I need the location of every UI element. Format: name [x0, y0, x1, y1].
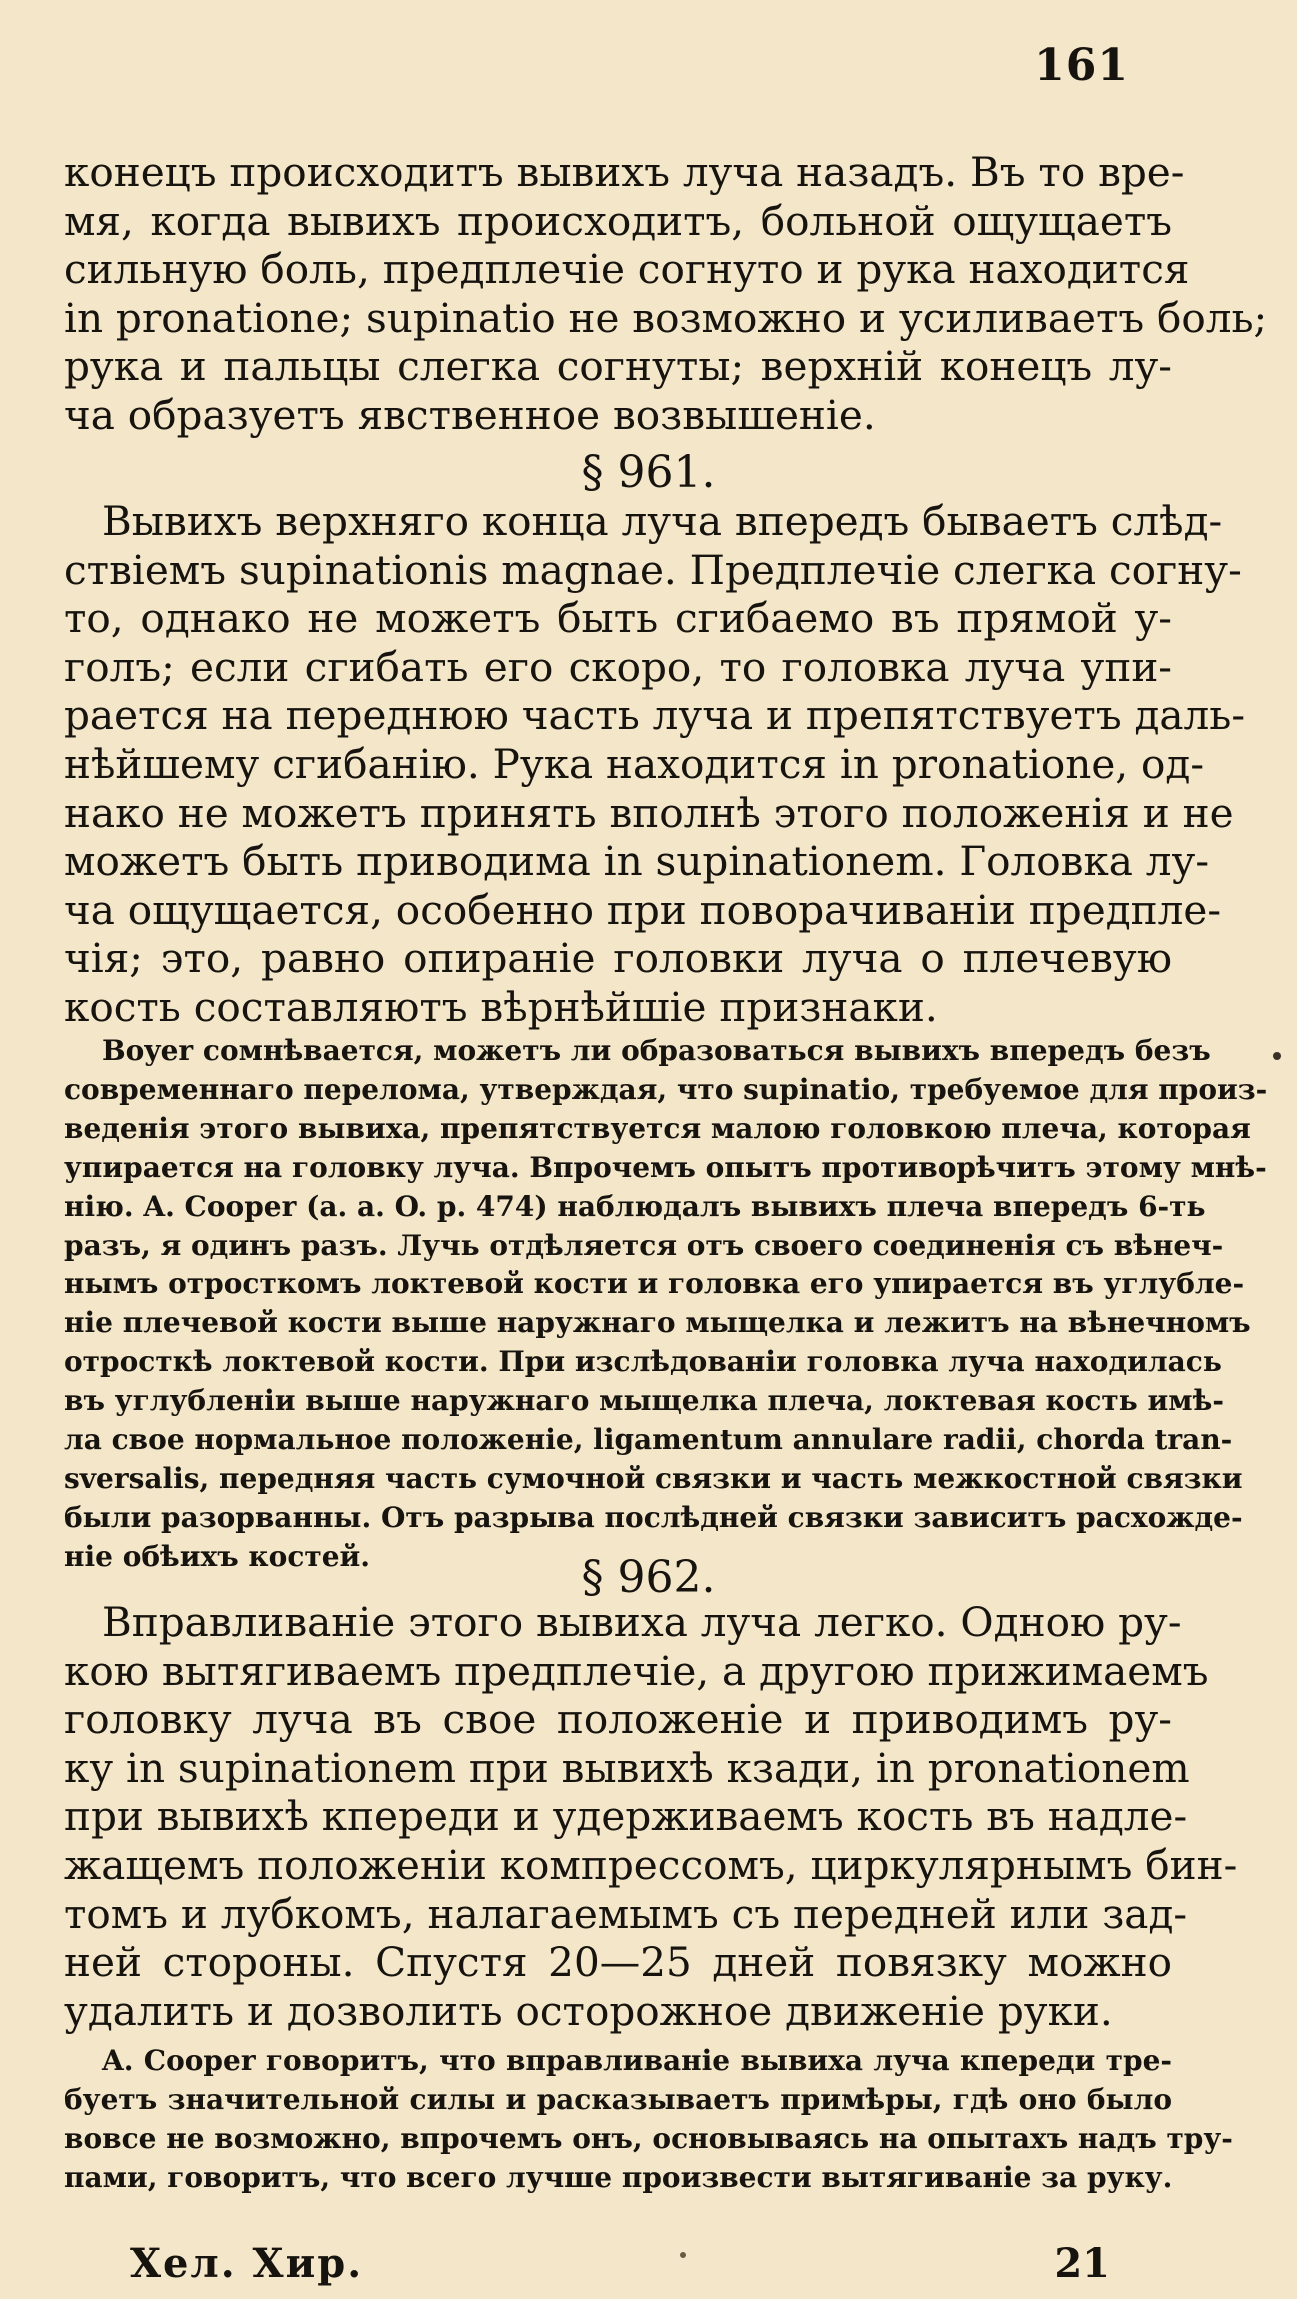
text-line: то, однако не можетъ быть сгибаемо въ прямой у-	[64, 594, 1172, 643]
note-line: буетъ значительной силы и расказываетъ примѣры, гдѣ оно было	[64, 2082, 1172, 2116]
text-line: головку луча въ свое положеніе и приводимъ ру-	[64, 1695, 1172, 1744]
text-line: конецъ происходитъ вывихъ луча назадъ. Въ то вре-	[64, 148, 1185, 196]
text-line: Вправливаніе этого вывиха луча легко. Одною ру-	[102, 1598, 1182, 1646]
note-line: отросткѣ локтевой кости. При изслѣдованіи головка луча находилась	[64, 1345, 1222, 1379]
text-line: рается на переднюю часть луча и препятствуетъ даль-	[64, 691, 1246, 740]
section-heading-962: § 962.	[581, 1552, 716, 1603]
note-line: sversalis, передняя часть сумочной связки и часть межкостной связки	[64, 1461, 1243, 1495]
note-line: современнаго перелома, утверждая, что supinatio, требуемое для произ-	[64, 1072, 1268, 1106]
text-line: ча образуетъ явственное возвышеніе.	[64, 390, 876, 439]
note-line: вовсе не возможно, впрочемъ онъ, основываясь на опытахъ надъ тру-	[64, 2121, 1233, 2155]
text-line: мя, когда вывихъ происходитъ, больной ощущаетъ	[64, 196, 1172, 245]
signature-mark: Хел. Хир.	[130, 2240, 364, 2287]
section-heading-961: § 961.	[581, 447, 716, 498]
text-line: in pronatione; supinatio не возможно и усиливаетъ боль;	[64, 293, 1268, 342]
note-line: ла свое нормальное положеніе, ligamentum annulare radii, chorda tran-	[64, 1423, 1233, 1457]
note-line: упирается на головку луча. Впрочемъ опытъ противорѣчитъ этому мнѣ-	[64, 1150, 1267, 1184]
text-line: сильную боль, предплечіе согнуто и рука находится	[64, 245, 1190, 294]
note-line: ніе плечевой кости выше наружнаго мыщелка и лежитъ на вѣнечномъ	[64, 1306, 1251, 1340]
text-line: ку in supinationem при вывихѣ кзади, in pronationem	[64, 1743, 1190, 1792]
text-line: кою вытягиваемъ предплечіе, а другою прижимаемъ	[64, 1646, 1209, 1695]
paragraph-1	[64, 148, 1268, 440]
text-line: удалить и дозволить осторожное движеніе руки.	[64, 1986, 1113, 2035]
note-line: нымъ отросткомъ локтевой кости и головка его упирается въ углубле-	[64, 1267, 1245, 1301]
note-line: нію. A. Cooper (a. a. O. p. 474) наблюдалъ вывихъ плеча впередъ 6-ть	[64, 1189, 1206, 1223]
text-line: томъ и лубкомъ, налагаемымъ съ передней или зад-	[64, 1889, 1188, 1938]
text-line: при вывихѣ кпереди и удерживаемъ кость въ надле-	[64, 1792, 1188, 1841]
paragraph-2	[64, 497, 1246, 1032]
text-line: рука и пальцы слегка согнуты; верхній конецъ лу-	[64, 342, 1172, 391]
text-line: голъ; если сгибать его скоро, то головка луча упи-	[64, 642, 1172, 691]
text-line: кость составляютъ вѣрнѣйшіе признаки.	[64, 982, 938, 1031]
note-line: Boyer сомнѣвается, можетъ ли образоваться вывихъ впередъ безъ	[102, 1034, 1211, 1067]
footer-dot	[680, 2252, 686, 2258]
paragraph-3	[64, 1598, 1238, 2035]
text-line: ствіемъ supinationis magnae. Предплечіе слегка согну-	[64, 545, 1242, 594]
page-number: 161	[1034, 40, 1129, 91]
note-line: въ углубленіи выше наружнаго мыщелка плеча, локтевая кость имѣ-	[64, 1384, 1224, 1418]
text-line: ча ощущается, особенно при поворачиваніи предпле-	[64, 885, 1221, 934]
note-line: ніе обѣихъ костей.	[64, 1539, 371, 1573]
note-line: разъ, я одинъ разъ. Лучь отдѣляется отъ своего соединенія съ вѣнеч-	[64, 1228, 1224, 1262]
note-line: A. Cooper говоритъ, что вправливаніе вывиха луча кпереди тре-	[102, 2044, 1172, 2077]
text-line: можетъ быть приводима in supinationem. Головка лу-	[64, 837, 1210, 886]
text-line: Вывихъ верхняго конца луча впередъ бываетъ слѣд-	[102, 497, 1223, 545]
text-line: нѣйшему сгибанію. Рука находится in pronatione, од-	[64, 739, 1205, 788]
footnote-1	[64, 1032, 1268, 1577]
sheet-number: 21	[1054, 2240, 1110, 2287]
text-line: ней стороны. Спустя 20—25 дней повязку можно	[64, 1938, 1172, 1987]
text-line: жащемъ положеніи компрессомъ, циркулярнымъ бин-	[64, 1840, 1238, 1889]
text-line: нако не можетъ принять вполнѣ этого положенія и не	[64, 788, 1234, 837]
note-line: веденія этого вывиха, препятствуется малою головкою плеча, которая	[64, 1111, 1251, 1145]
text-line: чія; это, равно опираніе головки луча о плечевую	[64, 934, 1172, 983]
footnote-2	[64, 2042, 1233, 2198]
note-line: пами, говоритъ, что всего лучше произвести вытягиваніе за руку.	[64, 2160, 1173, 2194]
note-line: были разорванны. Отъ разрыва послѣдней связки зависитъ расхожде-	[64, 1500, 1243, 1534]
margin-dot	[1273, 1052, 1281, 1060]
